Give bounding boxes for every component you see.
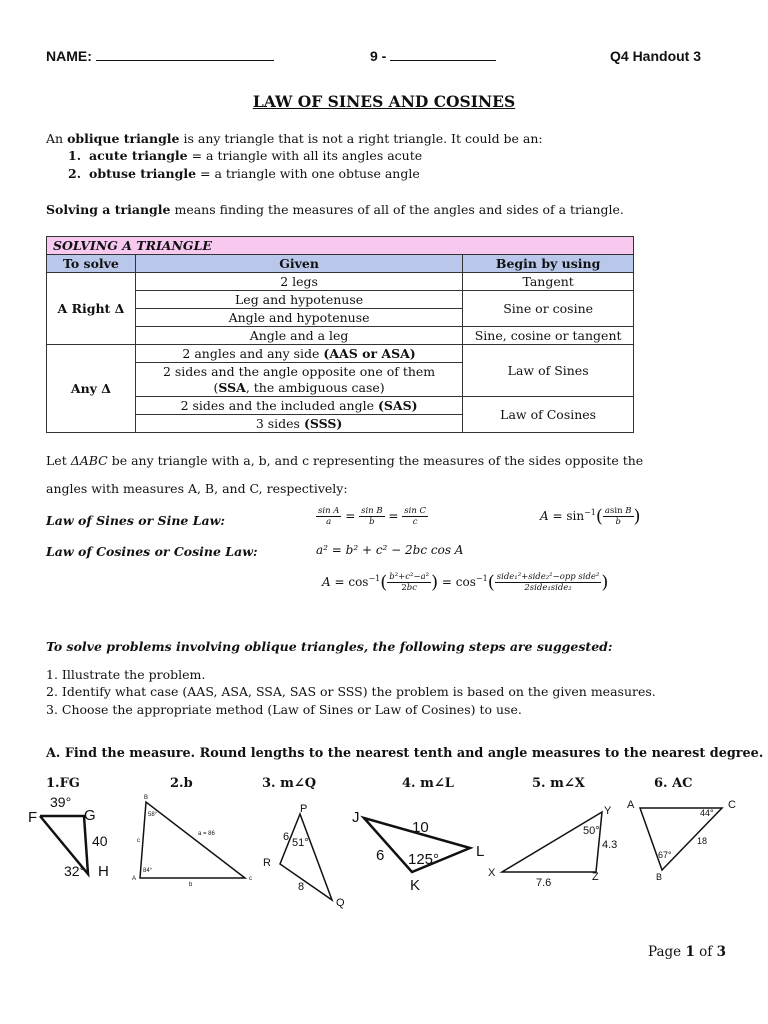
problem-label: 3. m∠Q [262, 776, 317, 791]
step-item: 3. Choose the appropriate method (Law of Sines or Law of Cosines) to use. [46, 702, 522, 717]
table-cell: Law of Cosines [463, 397, 634, 433]
handout-label: Q4 Handout 3 [610, 48, 702, 64]
law-of-sines-label: Law of Sines or Sine Law: [46, 513, 225, 528]
page-title: LAW OF SINES AND COSINES [252, 92, 516, 111]
let-line-2: angles with measures A, B, and C, respectively: [46, 481, 348, 496]
triangle-q [263, 803, 345, 909]
svg-text:a = 86: a = 86 [198, 831, 215, 837]
svg-text:6: 6 [283, 831, 290, 843]
steps-heading: To solve problems involving oblique triangles, the following steps are suggested: [46, 639, 613, 654]
table-cell: Law of Sines [463, 345, 634, 397]
svg-text:B: B [144, 795, 149, 801]
any-triangle-label: Any Δ [47, 345, 136, 433]
let-line-1: Let ΔABC be any triangle with a, b, and c representing the measures of the sides opposite the [46, 453, 644, 468]
svg-text:B: B [656, 872, 663, 882]
law-of-cosines-equation: a² = b² + c² − 2bc cos A [316, 543, 464, 557]
triangle-figures [0, 790, 768, 910]
step-item: 2. Identify what case (AAS, ASA, SSA, SAS or SSS) the problem is based on the given measures. [46, 684, 656, 699]
section-label: 9 - [370, 48, 387, 64]
svg-text:J: J [352, 809, 360, 826]
svg-text:G: G [84, 807, 96, 824]
law-of-sines-equation: $\frac{\text{sin A}}{a}$ = $\frac{\text{sin B}}{b}$ = $\frac{\text{sin C}}{c}$ [318, 506, 427, 527]
svg-text:P: P [300, 803, 308, 815]
table-cell: Tangent [463, 273, 634, 291]
section-blank [390, 48, 496, 61]
step-item: 1. Illustrate the problem. [46, 667, 206, 682]
section-a-instructions: A. Find the measure. Round lengths to the nearest tenth and angle measures to the nearest degree. [46, 746, 764, 761]
svg-text:67°: 67° [658, 850, 672, 860]
svg-text:Z: Z [592, 871, 599, 883]
svg-text:c: c [137, 838, 140, 844]
table-header: Given [135, 255, 462, 273]
solving-table [46, 236, 634, 433]
svg-text:L: L [476, 843, 485, 860]
svg-text:Y: Y [604, 805, 612, 817]
table-cell: 2 sides and the angle opposite one of them (SSA, the ambiguous case) [135, 363, 462, 397]
table-caption: SOLVING A TRIANGLE [47, 237, 634, 255]
svg-text:18: 18 [697, 836, 708, 846]
problem-label: 6. AC [654, 776, 693, 791]
intro-paragraph: An oblique triangle is any triangle that is not a right triangle. It could be an: [46, 131, 543, 146]
svg-text:44°: 44° [700, 808, 714, 818]
svg-text:R: R [263, 857, 271, 869]
svg-text:8: 8 [298, 881, 305, 893]
svg-text:X: X [488, 867, 496, 879]
table-cell: 3 sides (SSS) [135, 415, 462, 433]
table-cell: Angle and hypotenuse [135, 309, 462, 327]
law-of-cosines-label: Law of Cosines or Cosine Law: [46, 544, 258, 559]
svg-text:K: K [410, 877, 421, 894]
svg-text:C: C [728, 799, 736, 811]
svg-text:84°: 84° [143, 868, 153, 874]
problem-label: 5. m∠X [532, 776, 585, 791]
svg-text:b: b [189, 882, 193, 888]
table-cell: 2 legs [135, 273, 462, 291]
svg-text:A: A [132, 876, 137, 882]
svg-text:40: 40 [92, 833, 108, 849]
triangle-x [488, 805, 617, 889]
svg-text:4.3: 4.3 [602, 839, 618, 851]
solving-definition: Solving a triangle means finding the measures of all of the angles and sides of a triangle. [46, 202, 624, 217]
svg-text:c: c [249, 876, 252, 882]
table-cell: Angle and a leg [135, 327, 462, 345]
svg-text:H: H [98, 863, 109, 880]
triangle-l [352, 809, 484, 894]
problem-label: 4. m∠L [402, 776, 454, 791]
table-cell: Leg and hypotenuse [135, 291, 462, 309]
svg-text:10: 10 [412, 819, 429, 836]
triangle-b [132, 795, 252, 888]
intro-item-1: 1. acute triangle = a triangle with all its angles acute [68, 148, 423, 163]
table-header: To solve [47, 255, 136, 273]
table-cell: 2 angles and any side (AAS or ASA) [135, 345, 462, 363]
svg-text:58°: 58° [148, 812, 158, 818]
name-blank [96, 48, 274, 61]
problem-label: 1.FG [46, 776, 80, 791]
svg-text:7.6: 7.6 [536, 877, 552, 889]
name-field [46, 48, 274, 64]
table-header: Begin by using [463, 255, 634, 273]
section-field [370, 48, 496, 64]
table-cell: Sine or cosine [463, 291, 634, 327]
svg-text:51°: 51° [292, 837, 309, 849]
svg-text:50°: 50° [583, 825, 600, 837]
inverse-sine-equation: $A = \sin^{-1}$( $\frac{\text{asin B}}{b}$ ) [540, 506, 641, 527]
intro-item-2: 2. obtuse triangle = a triangle with one obtuse angle [68, 166, 420, 181]
svg-text:39°: 39° [50, 794, 72, 810]
problem-label: 2.b [170, 776, 193, 791]
triangle-ac [627, 799, 736, 882]
svg-text:125°: 125° [408, 851, 440, 868]
svg-text:Q: Q [336, 897, 345, 909]
svg-text:6: 6 [376, 847, 385, 864]
svg-text:32°: 32° [64, 863, 86, 879]
page-number: Page 1 of 3 [648, 944, 726, 960]
name-label: NAME: [46, 48, 92, 64]
svg-text:A: A [627, 799, 635, 811]
inverse-cosine-equation: $A = \cos^{-1}$( $\frac{\text{b²+c²−a²}}{2bc}$ ) = $\cos^{-1}$( $\frac{\text{side₁²+side₂²−opp side²}}{\text{2side₁side₂}}$ ) [322, 572, 609, 593]
right-triangle-label: A Right Δ [47, 273, 136, 345]
table-cell: 2 sides and the included angle (SAS) [135, 397, 462, 415]
table-cell: Sine, cosine or tangent [463, 327, 634, 345]
svg-text:F: F [28, 809, 38, 826]
